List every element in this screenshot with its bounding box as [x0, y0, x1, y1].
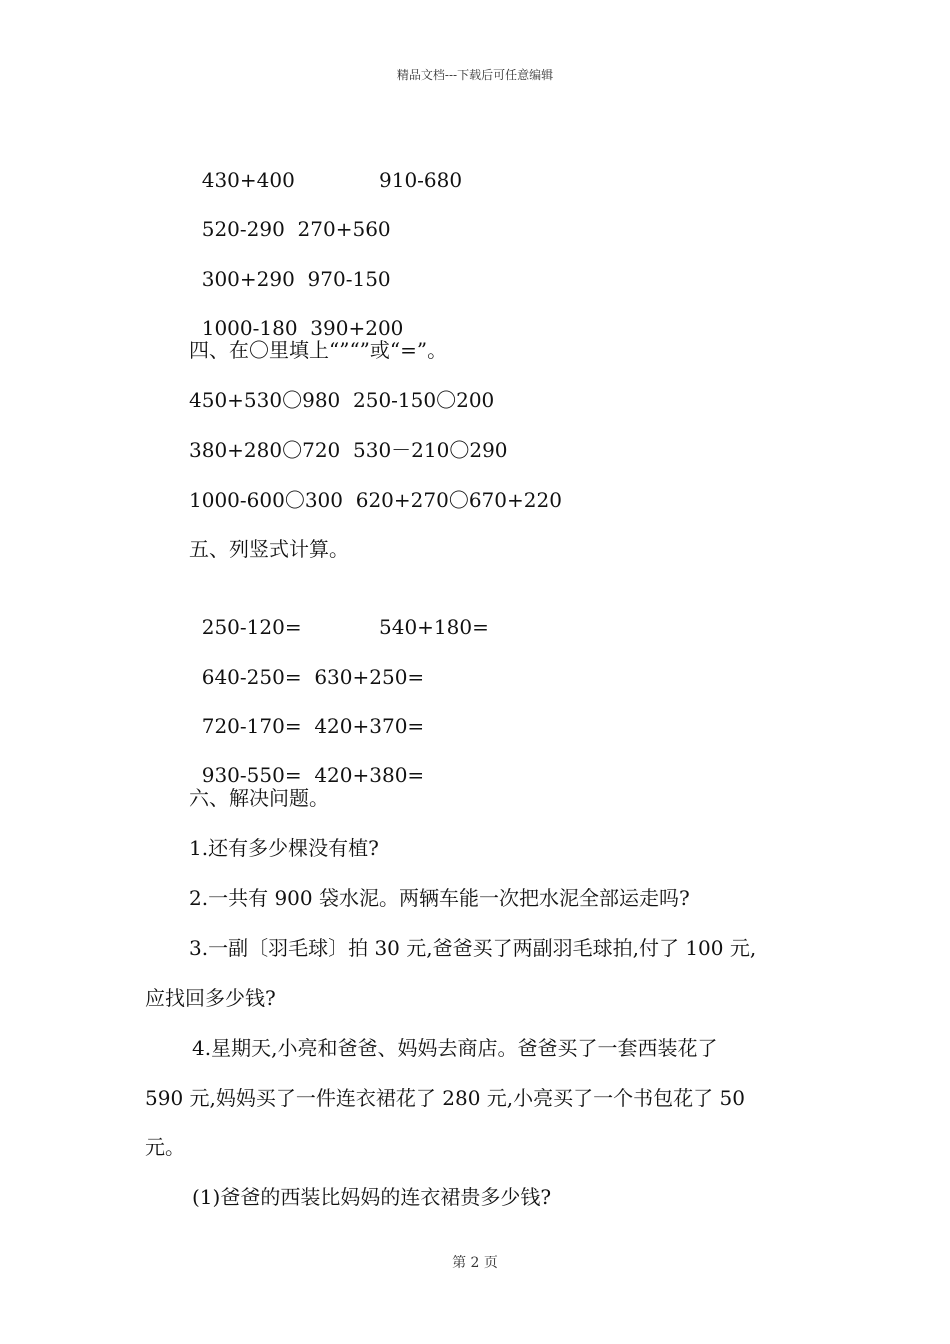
- expr-right: 390+200: [310, 316, 404, 340]
- expr-right: 270+560: [297, 217, 391, 241]
- question-2: 2.一共有 900 袋水泥。两辆车能一次把水泥全部运走吗?: [189, 886, 690, 910]
- expr-right: 630+250=: [314, 665, 425, 689]
- expr-left: 520-290: [201, 217, 285, 241]
- expr-right: 420+380=: [314, 763, 425, 787]
- expr-right: 540+180=: [379, 615, 489, 639]
- expr-left: 1000-180: [201, 316, 298, 340]
- expr-right: 910-680: [379, 168, 463, 192]
- section-4-title: 四、在〇里填上“”“”或“=”。: [189, 338, 448, 362]
- expr-left: 250-120=: [201, 615, 302, 639]
- page-number: 第 2 页: [452, 1255, 498, 1271]
- page-header: 精品文档---下载后可任意编辑: [396, 68, 554, 82]
- section-6-title: 六、解决问题。: [189, 786, 329, 810]
- question-1: 1.还有多少棵没有植?: [189, 836, 379, 860]
- expr-left: 430+400: [201, 168, 295, 192]
- expr-left: 930-550=: [201, 763, 302, 787]
- question-4-line-3: 元。: [145, 1135, 185, 1159]
- expr-right: 970-150: [307, 267, 391, 291]
- compare-row: 380+280〇720 530－210〇290: [189, 438, 508, 462]
- expr-left: 640-250=: [201, 665, 302, 689]
- question-3-line-2: 应找回多少钱?: [145, 986, 276, 1010]
- calc-row: [189, 585, 489, 641]
- calc-row: [189, 635, 424, 691]
- expr-left: 300+290: [201, 267, 295, 291]
- calc-row: [189, 733, 424, 789]
- question-4-sub-1: (1)爸爸的西装比妈妈的连衣裙贵多少钱?: [192, 1185, 552, 1209]
- compare-row: 1000-600〇300 620+270〇670+220: [189, 488, 562, 512]
- calc-row: [189, 684, 424, 740]
- question-3-line-1: 3.一副〔羽毛球〕拍 30 元,爸爸买了两副羽毛球拍,付了 100 元,: [189, 936, 757, 960]
- expr-left: 720-170=: [201, 714, 302, 738]
- calc-row: [189, 138, 463, 194]
- question-4-line-2: 590 元,妈妈买了一件连衣裙花了 280 元,小亮买了一个书包花了 50: [145, 1086, 745, 1110]
- expr-right: 420+370=: [314, 714, 425, 738]
- section-5-title: 五、列竖式计算。: [189, 537, 349, 561]
- compare-row: 450+530〇980 250-150〇200: [189, 388, 495, 412]
- calc-row: [189, 187, 391, 243]
- question-4-line-1: 4.星期天,小亮和爸爸、妈妈去商店。爸爸买了一套西装花了: [192, 1036, 718, 1060]
- calc-row: [189, 237, 391, 293]
- calc-row: [189, 286, 403, 342]
